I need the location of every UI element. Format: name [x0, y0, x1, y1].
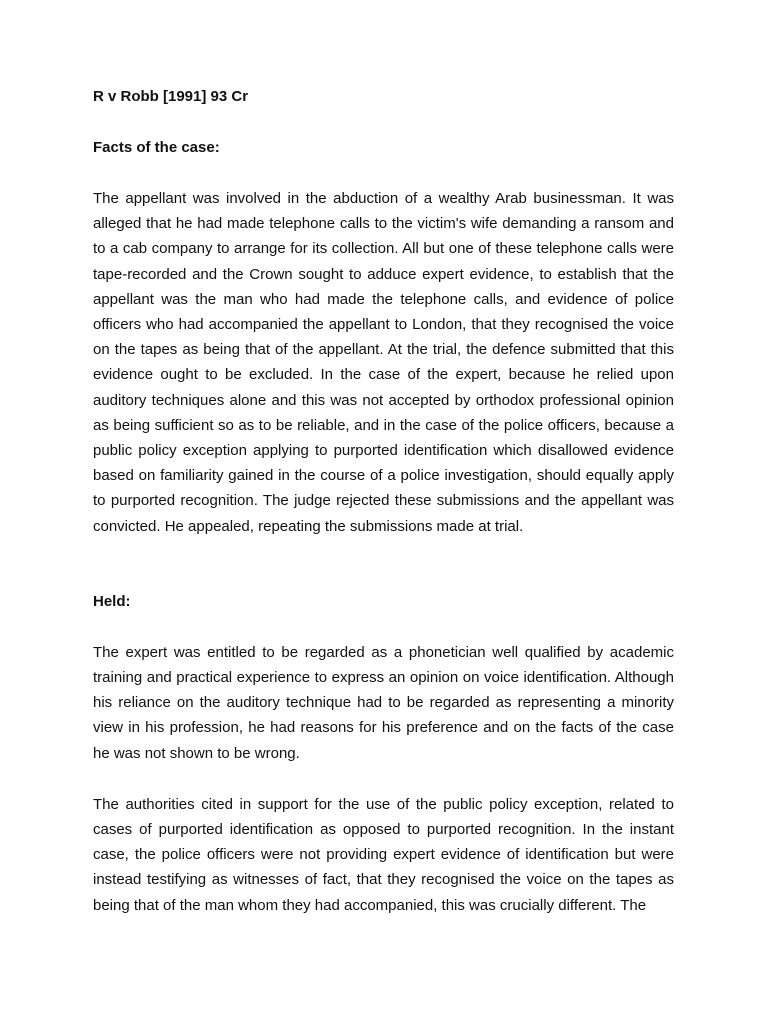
held-heading: Held:: [93, 592, 131, 610]
held-paragraph-1: The expert was entitled to be regarded as a phonetician well qualified by academic training and practical experience to express an opinion on voice identification. Although his reliance on the auditory technique had to be regarded as representing a minority view in his profession, he had reasons for his preference and on the facts of the case he was not shown to be wrong.: [93, 643, 674, 762]
facts-paragraph: The appellant was involved in the abduction of a wealthy Arab businessman. It was alleged that he had made telephone calls to the victim's wife demanding a ransom and to a cab company to arrange for its collection. All but one of these telephone calls were tape-recorded and the Crown sought to adduce expert evidence, to establish that the appellant was the man who had made the telephone calls, and evidence of police officers who had accompanied the appellant to London, that they recognised the voice on the tapes as being that of the appellant. At the trial, the defence submitted that this evidence ought to be excluded. In the case of the expert, because he relied upon auditory techniques alone and this was not accepted by orthodox professional opinion as being sufficient so as to be reliable, and in the case of the police officers, because a public policy exception applying to purported identification which disallowed evidence based on familiarity gained in the course of a police investigation, should equally apply to purported recognition. The judge rejected these submissions and the appellant was convicted. He appealed, repeating the submissions made at trial.: [93, 190, 674, 535]
document-page: [93, 84, 674, 918]
facts-heading: Facts of the case:: [93, 139, 220, 156]
case-title: R v Robb [1991] 93 Cr: [93, 88, 249, 105]
held-paragraph-2: The authorities cited in support for the use of the public policy exception, related to cases of purported identification as opposed to purported recognition. In the instant case, the police officers were not providing expert evidence of identification but were instead testifying as witnesses of fact, that they recognised the voice on the tapes as being that of the man whom they had accompanied, this was crucially different. The: [93, 795, 674, 914]
